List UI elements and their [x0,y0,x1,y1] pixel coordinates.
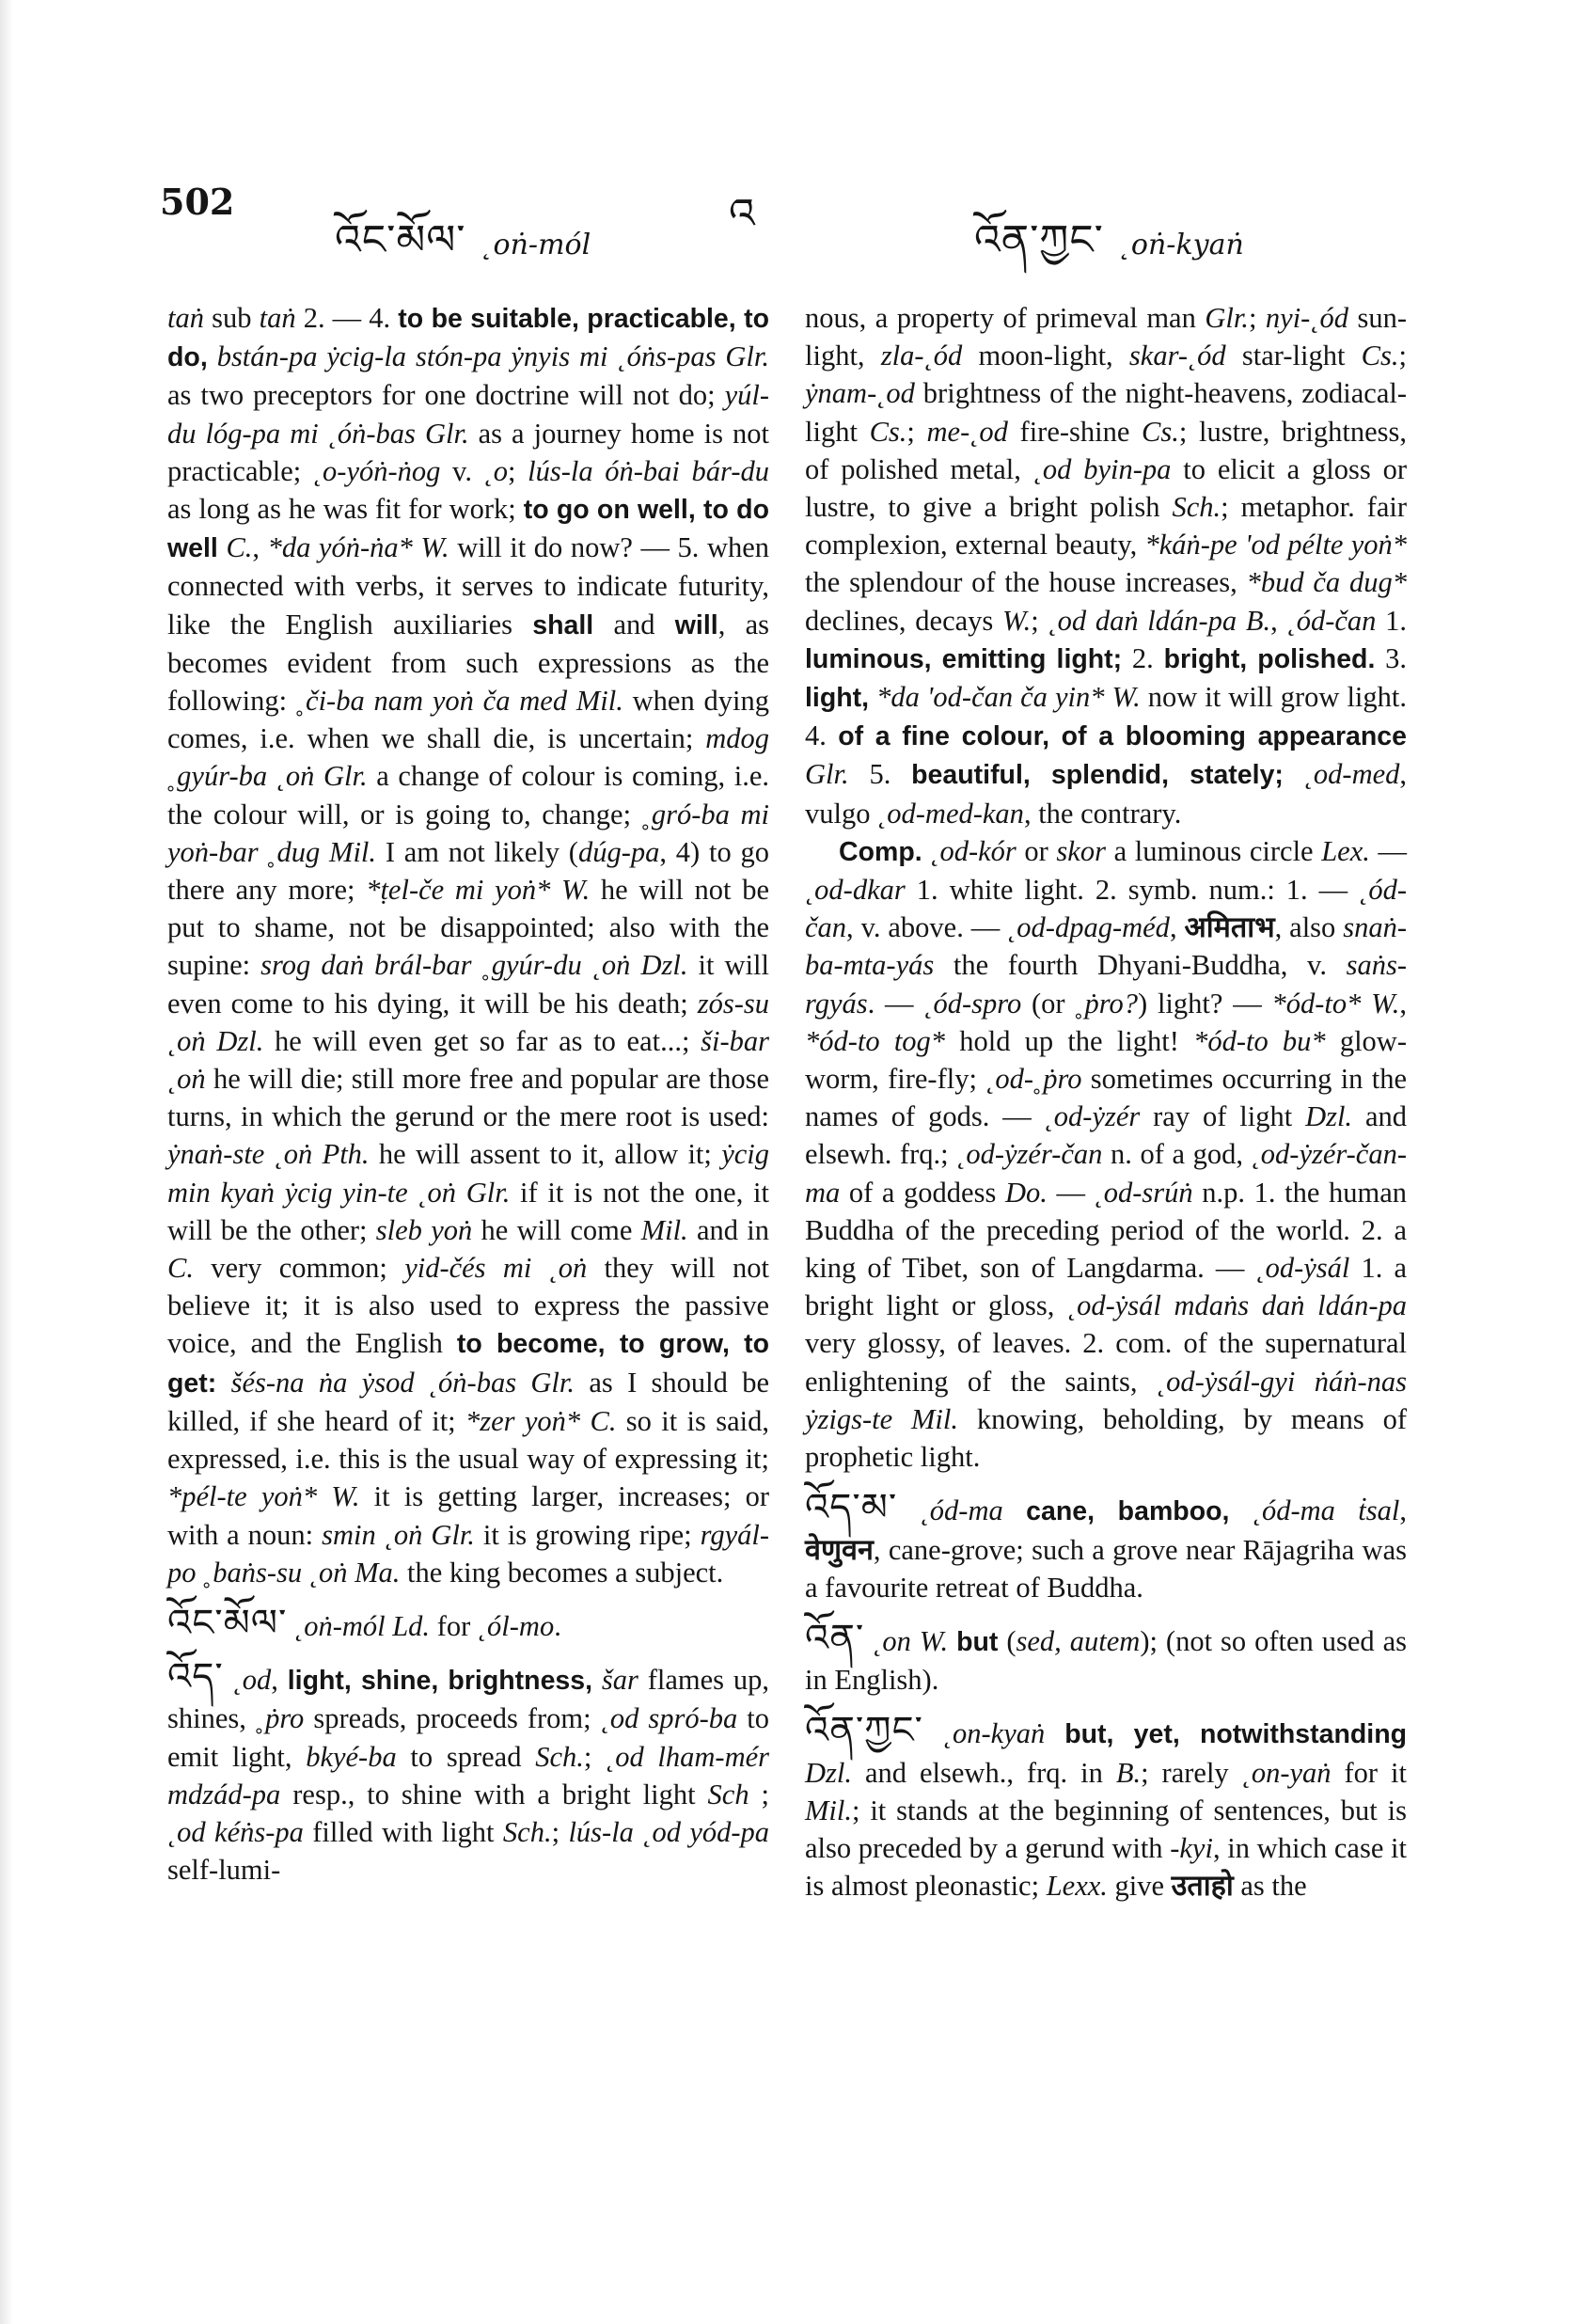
scan-edge [0,0,13,2324]
running-head-right-tibetan: འོན་ཀྱང་ [974,216,1104,264]
entry-paragraph: འོང་མོལ་ ˛oṅ-mól Ld. for ˛ól-mo. [167,1601,561,1644]
entry-paragraph: nous, a property of primeval man Glr.; nyi-˛ód sun-light, zla-˛ód moon-light, skar-˛ód star-light Cs.; ẏnam-˛od brightness of the night-heavens, zodiacal-light Cs.; me-˛od fire-shine Cs.; lustre, brightness, of polished metal, ˛od byin-pa to elicit a gloss or lustre, to give a bright polish Sch.; metaphor. fair complexion, external beauty, *káṅ-pe 'od pélte yoṅ* the splendour of the house increases, *bud ča dug* declines, decays W.; ˛od daṅ ldán-pa B., ˛ód-čan 1. luminous, emitting light; 2. bright, polished. 3. light, *da 'od-čan ča yin* W. now it will grow light. 4. of a fine colour, of a blooming appearance Glr. 5. beautiful, splendid, stately; ˛od-med, vulgo ˛od-med-kan, the contrary. [805,302,1408,830]
running-head-right [974,194,1244,310]
entry-paragraph: འོན་ ˛on W. but (sed, autem); (not so often used as in English). [805,1616,1407,1697]
section-letter: འ [729,190,755,238]
entry-paragraph: འོད་མ་ ˛ód-ma cane, bamboo, ˛ód-ma ṫsal, वेणुवन, cane-grove; such a grove near Rājagriha was a favourite retreat of Buddha. [805,1486,1407,1604]
left-column [167,299,769,1889]
running-head-left-translit: ˛oṅ-mól [479,229,591,261]
entry-paragraph: འོད་ ˛od, light, shine, brightness, šar flames up, shines, ˳ṗro spreads, proceeds from; ˛od spró-ba to emit light, bkyé-ba to spread Sch.; ˛od lham-mér mdzád-pa resp., to shine with a bright light Sch ; ˛od kéṅs-pa filled with light Sch.; lús-la ˛od yód-pa self-lumi- [167,1655,770,1887]
running-head-left [335,194,591,310]
entry-paragraph: འོན་ཀྱང་ ˛on-kyaṅ but, yet, notwithstanding Dzl. and elsewh., frq. in B.; rarely ˛on-yaṅ for it Mil.; it stands at the beginning of sentences, but is also preceded by a gerund with -kyi, in which case it is almost pleonastic; Lexx. give उताहो as the [805,1709,1408,1903]
right-column [805,299,1407,1905]
running-head-right-translit: ˛oṅ-kyaṅ [1116,229,1244,261]
entry-paragraph: taṅ sub taṅ 2. — 4. to be suitable, practicable, to do, bstán-pa ẏcig-la stón-pa ẏnyis mi ˛óṅs-pas Glr. as two preceptors for one doctrine will not do; yúl-du lóg-pa mi ˛óṅ-bas Glr. as a journey home is not practicable; ˛o-yóṅ-ṅog v. ˛o; lús-la óṅ-bai bár-du as long as he was fit for work; to go on well, to do well C., *da yóṅ-ṅa* W. will it do now? — 5. when connected with verbs, it serves to indicate futurity, like the English auxiliaries shall and will, as becomes evident from such expressions as the following: ˳či-ba nam yoṅ ča med Mil. when dying comes, i.e. when we shall die, is uncertain; mdog ˳gyúr-ba ˛oṅ Glr. a change of colour is coming, i.e. the colour will, or is going to, change; ˳gró-ba mi yoṅ-bar ˳dug Mil. I am not likely (dúg-pa, 4) to go there any more; *ṭel-če mi yoṅ* W. he will not be put to shame, not be disappointed; also with the supine: srog daṅ brál-bar ˳gyúr-du ˛oṅ Dzl. it will even come to his dying, it will be his death; zós-su ˛oṅ Dzl. he will even get so far as to eat...; ši-bar ˛oṅ he will die; still more free and popular are those turns, in which the gerund or the mere root is used: ẏnaṅ-ste ˛oṅ Pth. he will assent to it, allow it; ẏcig min kyaṅ ẏcig yin-te ˛oṅ Glr. if it is not the one, it will be the other; sleb yoṅ he will come Mil. and in C. very common; yid-čés mi ˛oṅ they will not believe it; it is also used to express the passive voice, and the English to become, to grow, to get: šés-na ṅa ẏsod ˛óṅ-bas Glr. as I should be killed, if she heard of it; *zer yoṅ* C. so it is said, expressed, i.e. this is the usual way of expressing it; *pél-te yoṅ* W. it is getting larger, increases; or with a noun: smin ˛oṅ Glr. it is growing ripe; rgyál-po ˳baṅs-su ˛oṅ Ma. the king becomes a subject. [167,302,770,1589]
running-head-left-tibetan: འོང་མོལ་ [335,216,466,264]
page-number: 502 [160,181,235,223]
entry-paragraph: Comp. ˛od-kór or skor a luminous circle Lex. — ˛od-dkar 1. white light. 2. symb. num.: 1. — ˛ód-čan, v. above. — ˛od-dpag-méd, अमिताभ, also snaṅ-ba-mta-yás the fourth Dhyani-Buddha, v. saṅs-rgyás. — ˛ód-spro (or ˳ṗro?) light? — *ód-to* W., *ód-to tog* hold up the light! *ód-to bu* glow-worm, fire-fly; ˛od-˳ṗro sometimes occurring in the names of gods. — ˛od-ẏzér ray of light Dzl. and elsewh. frq.; ˛od-ẏzér-čan n. of a god, ˛od-ẏzér-čan-ma of a goddess Do. — ˛od-srúṅ n.p. 1. the human Buddha of the preceding period of the world. 2. a king of Tibet, son of Langdarma. — ˛od-ẏsál 1. a bright light or gloss, ˛od-ẏsál mdaṅs daṅ ldán-pa very glossy, of leaves. 2. com. of the supernatural enlightening of the saints, ˛od-ẏsál-gyi ṅáṅ-nas ẏzigs-te Mil. knowing, beholding, by means of prophetic light. [805,834,1408,1474]
